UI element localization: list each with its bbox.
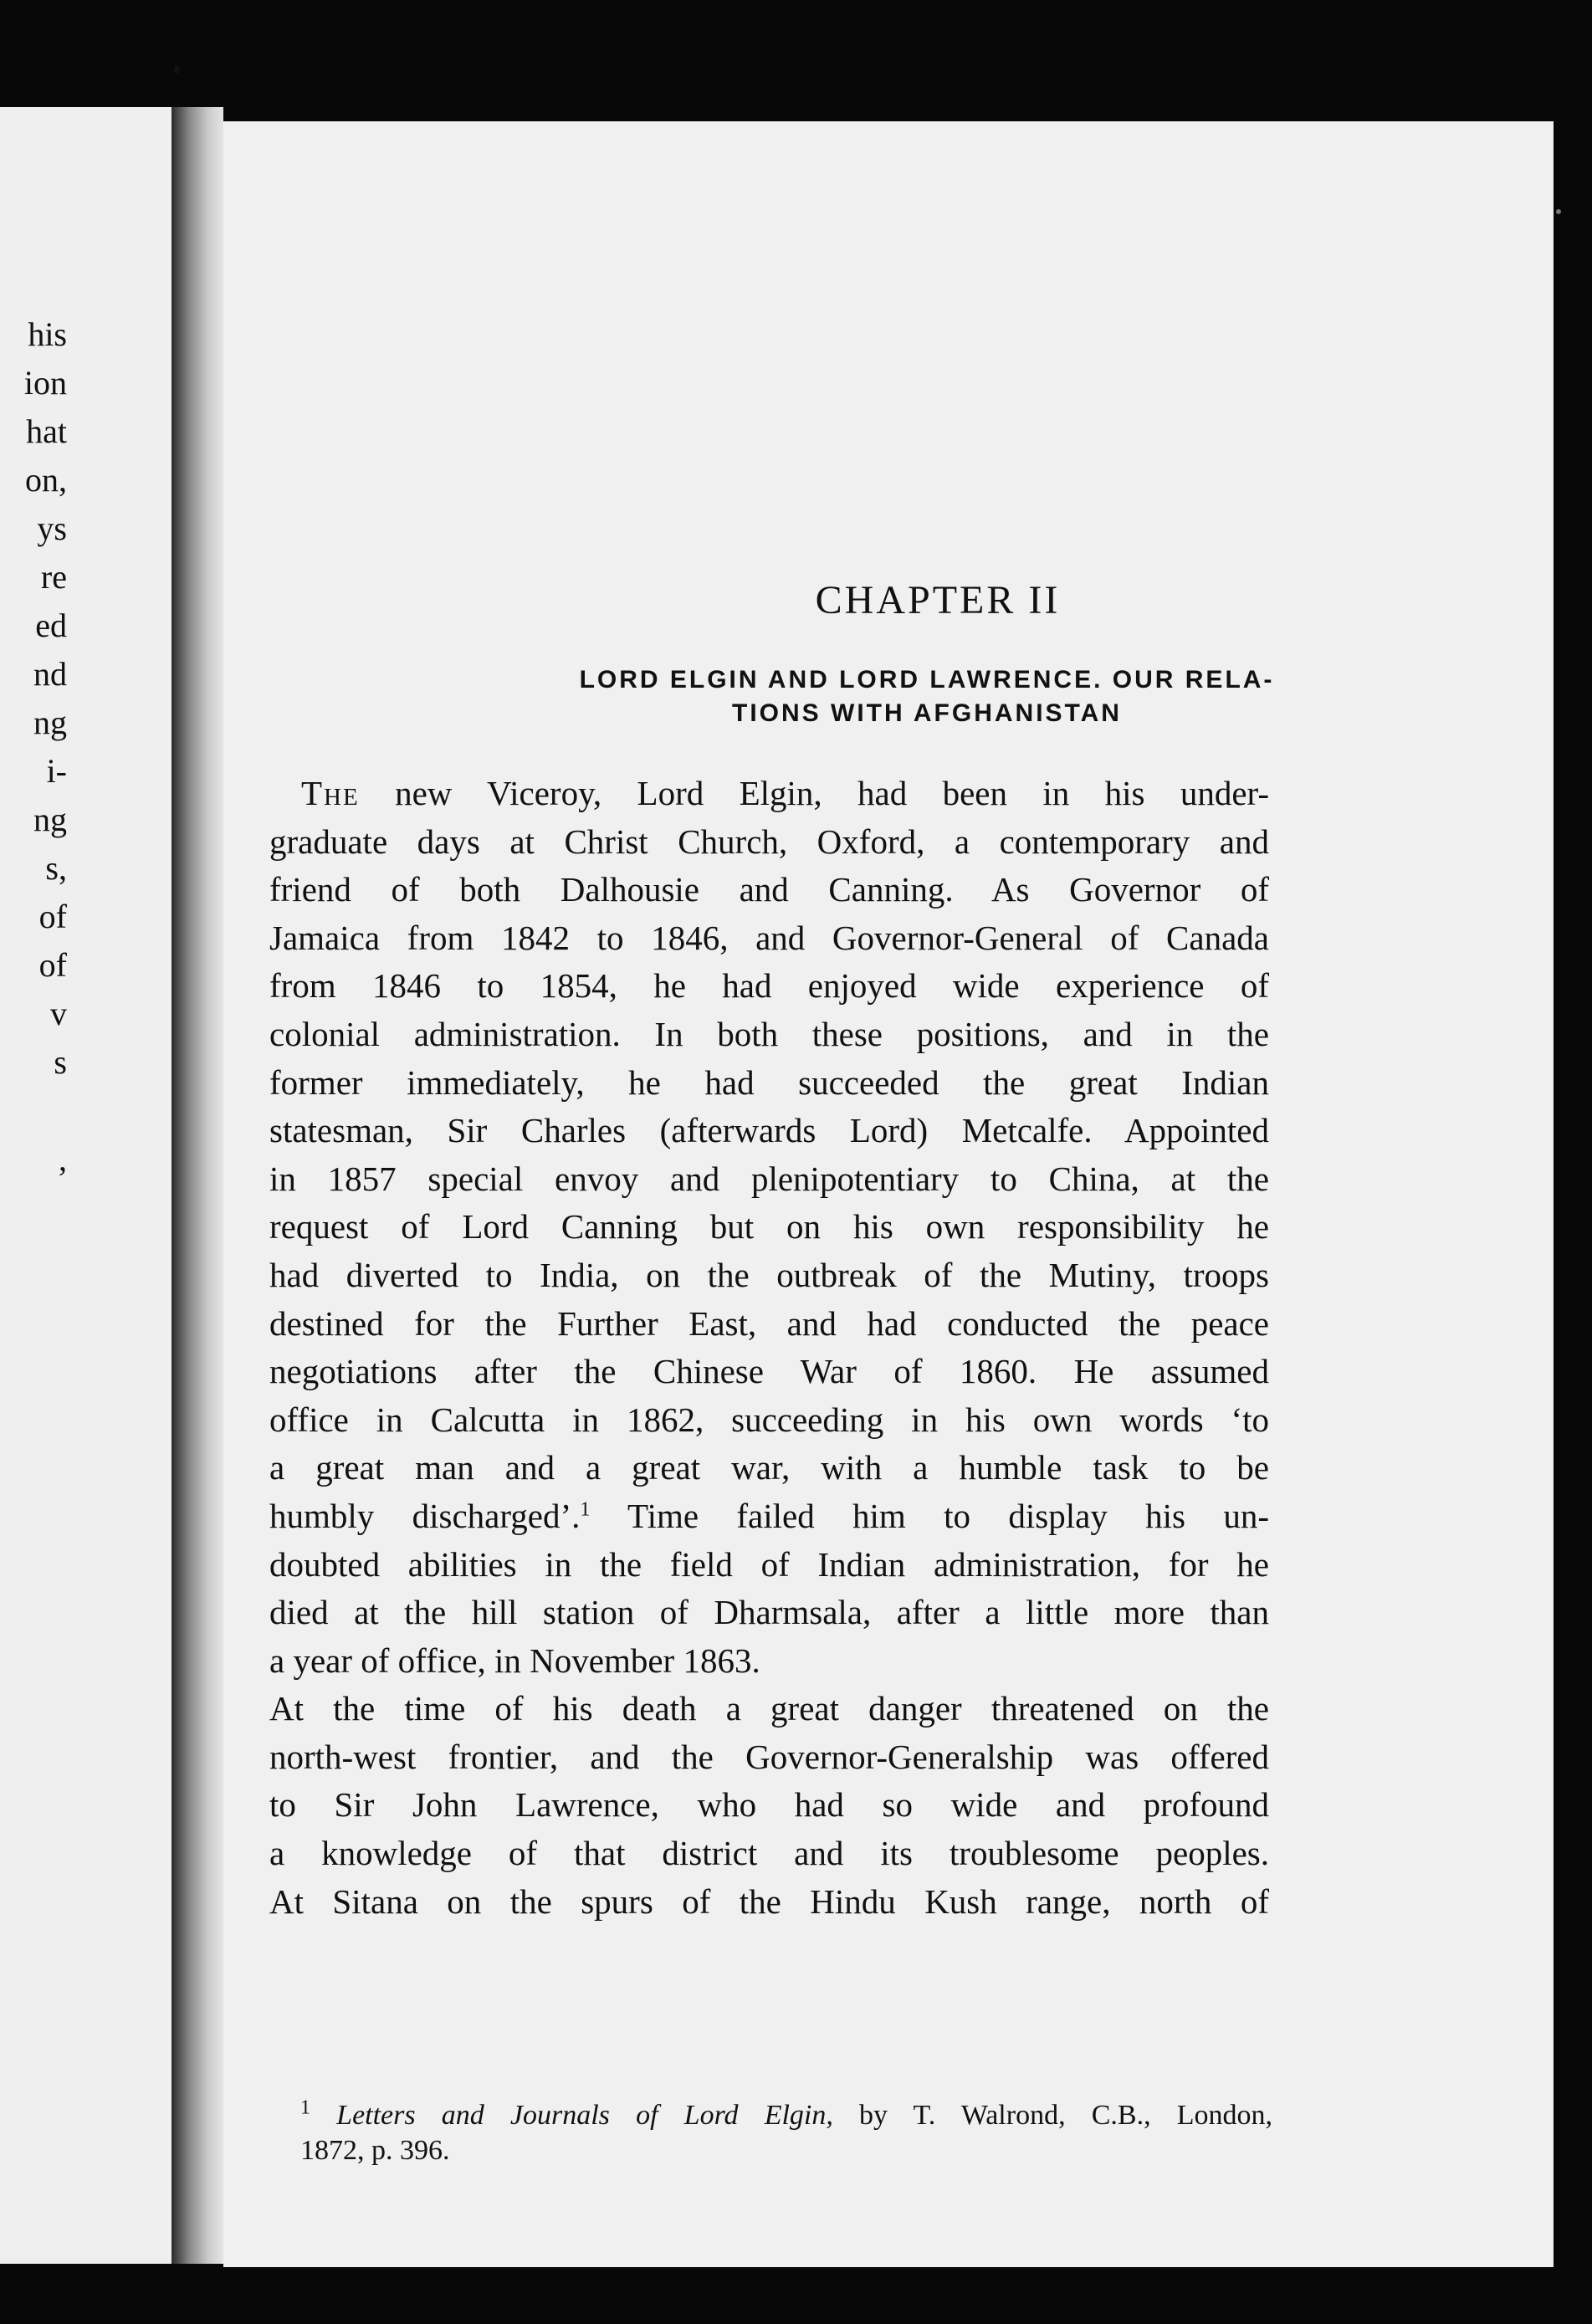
footnote-title: Letters and Journals of Lord Elgin, xyxy=(336,2100,833,2131)
previous-page-text-fragments xyxy=(0,310,67,1184)
previous-page-fragment: his xyxy=(28,315,67,353)
previous-page-fragment: ys xyxy=(37,509,67,547)
paragraph-line: negotiations after the Chinese War of 1860. He assumed xyxy=(269,1352,1269,1391)
paragraph-line: a year of office, in November 1863. xyxy=(269,1641,760,1680)
paragraph-line: destined for the Further East, and had conducted the peace xyxy=(269,1303,1269,1343)
previous-page-fragment: v xyxy=(50,995,67,1032)
chapter-title: CHAPTER II xyxy=(815,578,1061,622)
book-gutter xyxy=(171,107,223,2264)
previous-page-fragment: s xyxy=(54,1043,67,1081)
previous-page-fragment: hat xyxy=(26,412,67,450)
paragraph-line: friend of both Dalhousie and Canning. As Governor of xyxy=(269,870,1269,909)
paragraph-line: a knowledge of that district and its troublesome peoples. xyxy=(269,1834,1269,1873)
previous-page-fragment: ed xyxy=(35,607,67,644)
paragraph-line: colonial administration. In both these positions, and in the xyxy=(269,1014,1269,1053)
paragraph-line: former immediately, he had succeeded the great Indian xyxy=(269,1062,1269,1102)
paragraph-line: The new Viceroy, Lord Elgin, had been in his under- xyxy=(301,774,1269,812)
previous-page-fragment: i- xyxy=(46,752,67,790)
paragraph-line: At the time of his death a great danger threatened on the xyxy=(269,1689,1269,1728)
previous-page-fragment: nd xyxy=(33,655,67,693)
chapter-heading-line: TIONS WITH AFGHANISTAN xyxy=(732,699,1122,727)
footnote xyxy=(300,2098,1272,2168)
paragraph-line: in 1857 special envoy and plenipotentiary to China, at the xyxy=(269,1159,1269,1198)
previous-page-fragment: re xyxy=(40,558,67,596)
paragraph-line: doubted abilities in the field of Indian administration, for he xyxy=(269,1544,1269,1584)
book-page xyxy=(223,121,1554,2267)
previous-page-fragment: on, xyxy=(25,461,67,499)
previous-page-fragment: ng xyxy=(33,801,67,838)
paragraph-line: died at the hill station of Dharmsala, after a little more than xyxy=(269,1593,1269,1632)
previous-page-fragment: of xyxy=(38,946,67,984)
previous-page-fragment: , xyxy=(59,1140,67,1178)
paragraph-line: office in Calcutta in 1862, succeeding in his own words ‘to xyxy=(269,1400,1269,1439)
paragraph-line: north-west frontier, and the Governor-Generalship was offered xyxy=(269,1737,1269,1776)
previous-page-fragment: ng xyxy=(33,704,67,741)
previous-page-fragment: s, xyxy=(45,849,67,887)
paragraph-line: humbly discharged’.$^1$ Time failed him to display his un- xyxy=(269,1496,1269,1535)
footnote-reference: 1 xyxy=(580,1498,591,1521)
previous-page-edge xyxy=(0,107,171,2264)
footnote-marker: 1 xyxy=(300,2096,310,2119)
speck xyxy=(1556,209,1561,214)
previous-page-fragment xyxy=(0,1087,67,1135)
footnote-line: $^1$ Letters and Journals of Lord Elgin, by T. Walrond, C.B., London, xyxy=(300,2096,1272,2131)
footnote-line: 1872, p. 396. xyxy=(300,2135,450,2166)
paragraph-line: from 1846 to 1854, he had enjoyed wide experience of xyxy=(269,966,1269,1006)
paragraph-line: statesman, Sir Charles (afterwards Lord) Metcalfe. Appointed xyxy=(269,1111,1269,1150)
paragraph-line: graduate days at Christ Church, Oxford, a contemporary and xyxy=(269,822,1269,861)
paragraph-line: had diverted to India, on the outbreak of the Mutiny, troops xyxy=(269,1255,1269,1294)
body-text xyxy=(269,770,1269,1926)
opening-word: The xyxy=(301,774,360,812)
paragraph-line: At Sitana on the spurs of the Hindu Kush range, north of xyxy=(269,1881,1269,1921)
paragraph-line: request of Lord Canning but on his own responsibility he xyxy=(269,1207,1269,1246)
speck xyxy=(174,65,180,74)
previous-page-fragment: of xyxy=(38,898,67,935)
paragraph-line: Jamaica from 1842 to 1846, and Governor-General of Canada xyxy=(269,918,1269,957)
paragraph-line: to Sir John Lawrence, who had so wide and profound xyxy=(269,1785,1269,1825)
paragraph-line: a great man and a great war, with a humble task to be xyxy=(269,1448,1269,1487)
previous-page-fragment: ion xyxy=(23,364,67,402)
chapter-heading-line: LORD ELGIN AND LORD LAWRENCE. OUR RELA- xyxy=(579,666,1275,694)
chapter-heading xyxy=(223,663,1554,730)
